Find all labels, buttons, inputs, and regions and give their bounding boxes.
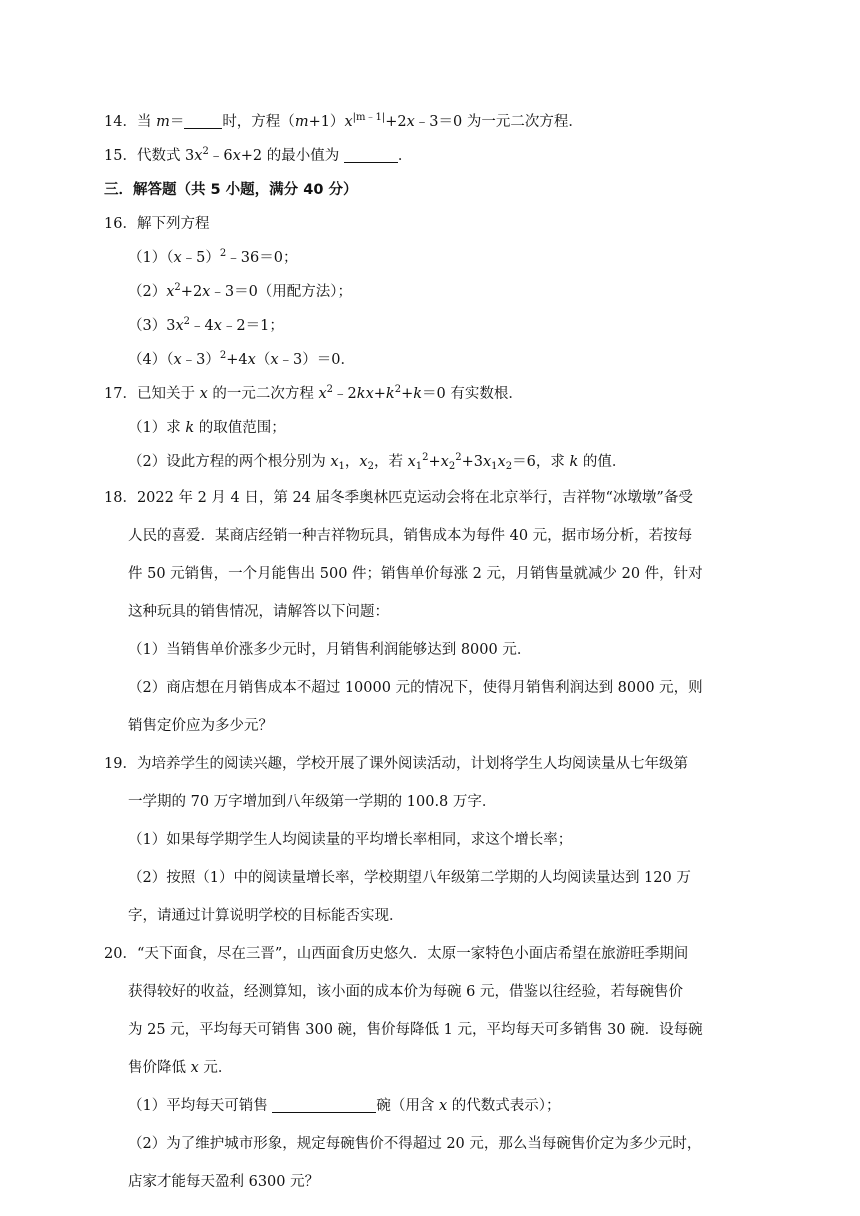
q18-line-4: 这种玩具的销售情况，请解答以下问题：	[128, 604, 389, 620]
text: ，若	[373, 454, 408, 470]
text: +4	[226, 352, 248, 368]
text: 为培养学生的阅读兴趣，学校开展了课外阅读活动，计划将学生人均阅读量从七年级第	[136, 756, 688, 772]
text: 的取值范围；	[194, 420, 286, 436]
var-x: x	[173, 352, 182, 368]
exponent: 2	[202, 146, 209, 157]
text: （1）求	[128, 420, 186, 436]
exponent: 2	[219, 248, 227, 259]
question-20	[104, 944, 688, 964]
exponent: 2	[219, 350, 227, 361]
q17-part-1	[128, 418, 286, 438]
text: 售价降低	[128, 1060, 191, 1076]
text: 时，方程（	[222, 114, 295, 130]
var-k: k	[385, 386, 395, 402]
var-x: x	[440, 454, 449, 470]
var-x: x	[482, 454, 492, 470]
var-x: x	[344, 114, 353, 130]
q19-part-2-cont: 字，请通过计算说明学校的目标能否实现．	[128, 908, 404, 924]
exponent: 2	[455, 452, 462, 463]
subscript: 1	[491, 461, 498, 472]
text: 2022 年 2 月 4 日，第 24 届冬季奥林匹克运动会将在北京举行，吉祥物“冰墩墩”备受	[136, 490, 693, 506]
q18-part-1: （1）当销售单价涨多少元时，月销售利润能够达到 8000 元．	[128, 642, 532, 658]
text: ﹣36＝0；	[226, 250, 298, 266]
question-18	[104, 488, 693, 508]
var-x: x	[318, 386, 327, 402]
q19-line-2: 一学期的 70 万字增加到八年级第一学期的 100.8 万字．	[128, 794, 497, 810]
exponent: 2	[422, 452, 429, 463]
question-number: 17．	[104, 386, 137, 402]
text: 的代数式表示）；	[447, 1098, 561, 1114]
q18-line-3: 件 50 元销售，一个月能售出 500 件；销售单价每涨 2 元，月销售量就减少 20 件，针对	[128, 566, 703, 582]
var-x: x	[407, 454, 416, 470]
text: +	[373, 386, 386, 402]
section-heading: 三．解答题（共 5 小题，满分 40 分）	[104, 182, 358, 198]
text: ﹣4	[190, 318, 214, 334]
text: 碗（用含	[376, 1098, 439, 1114]
text: ﹣2	[333, 386, 357, 402]
text: ．	[397, 148, 413, 164]
question-17	[104, 384, 523, 404]
q18-part-2: （2）商店想在月销售成本不超过 10000 元的情况下，使得月销售利润达到 8000 元，则	[128, 680, 703, 696]
exponent: 2	[174, 282, 181, 293]
var-x: x	[232, 148, 241, 164]
q20-line-3: 为 25 元，平均每天可销售 300 碗，售价每降低 1 元，平均每天可多销售 30 碗．设每碗	[128, 1022, 703, 1038]
var-x: x	[194, 148, 203, 164]
var-k: k	[569, 454, 579, 470]
subscript: 2	[448, 461, 456, 472]
text: ，	[344, 454, 360, 470]
var-x: x	[247, 352, 256, 368]
q16-part-4	[128, 350, 355, 370]
subscript: 2	[505, 461, 513, 472]
text: 已知关于	[136, 386, 200, 402]
subscript: 1	[415, 461, 423, 472]
var-k: k	[185, 420, 195, 436]
text: （2）设此方程的两个根分别为	[128, 454, 331, 470]
var-m: m	[156, 114, 170, 130]
var-k: k	[413, 386, 423, 402]
text: +3	[461, 454, 483, 470]
var-x: x	[359, 454, 368, 470]
var-k: k	[356, 386, 366, 402]
text: （2）	[128, 284, 167, 300]
var-x: x	[497, 454, 506, 470]
text: ＝	[169, 114, 185, 130]
exponent: 2	[326, 384, 334, 395]
q16-part-2	[128, 282, 352, 302]
q20-line-4	[128, 1058, 232, 1078]
exponent: |m﹣1|	[352, 112, 386, 123]
text: （	[255, 352, 271, 368]
question-19	[104, 754, 688, 774]
q20-part-1	[128, 1096, 561, 1116]
q19-part-1: （1）如果每学期学生人均阅读量的平均增长率相同，求这个增长率；	[128, 832, 573, 848]
question-14	[104, 112, 583, 132]
question-number: 18．	[104, 490, 137, 506]
text: ＝6，求	[512, 454, 570, 470]
subscript: 2	[367, 461, 374, 472]
var-m: m	[294, 114, 309, 130]
exponent: 2	[394, 384, 402, 395]
var-x: x	[213, 318, 222, 334]
var-x: x	[270, 352, 279, 368]
answer-blank[interactable]	[344, 147, 398, 163]
text: （1）平均每天可销售	[128, 1098, 273, 1114]
q18-line-2: 人民的喜爱．某商店经销一种吉祥物玩具，销售成本为每件 40 元，据市场分析，若按每	[128, 528, 693, 544]
text: ＝0 有实数根．	[422, 386, 523, 402]
text: （4）（	[128, 352, 174, 368]
q20-part-2: （2）为了维护城市形象，规定每碗售价不得超过 20 元，那么当每碗售价定为多少元时，	[128, 1136, 702, 1152]
text: +2	[385, 114, 407, 130]
question-number: 16．	[104, 216, 137, 232]
exponent: 2	[183, 316, 191, 327]
var-x: x	[406, 114, 415, 130]
var-x: x	[166, 284, 175, 300]
answer-blank[interactable]	[272, 1097, 376, 1113]
q17-part-2	[128, 452, 626, 472]
question-16	[104, 214, 209, 234]
text: 的一元二次方程	[207, 386, 319, 402]
var-x: x	[365, 386, 374, 402]
var-x: x	[438, 1098, 448, 1114]
question-number: 20．	[104, 946, 137, 962]
var-x: x	[199, 386, 208, 402]
subscript: 1	[338, 461, 345, 472]
text: “天下面食，尽在三晋”，山西面食历史悠久．太原一家特色小面店希望在旅游旺季期间	[136, 946, 689, 962]
text: +1）	[308, 114, 345, 130]
text: +	[428, 454, 441, 470]
var-x: x	[190, 1060, 199, 1076]
q16-part-3	[128, 316, 284, 336]
q20-line-2: 获得较好的收益，经测算知，该小面的成本价为每碗 6 元，借鉴以往经验，若每碗售价	[128, 984, 683, 1000]
text: 当	[136, 114, 157, 130]
var-x: x	[175, 318, 184, 334]
text: ﹣3）＝0．	[278, 352, 355, 368]
text: ﹣3＝0 为一元二次方程．	[414, 114, 583, 130]
text: ﹣3）	[181, 352, 220, 368]
question-number: 14．	[104, 114, 137, 130]
question-number: 19．	[104, 756, 137, 772]
text: 代数式 3	[136, 148, 195, 164]
q16-part-1	[128, 248, 297, 268]
q18-part-2-cont: 销售定价应为多少元？	[128, 718, 273, 734]
var-x: x	[173, 250, 182, 266]
q19-part-2: （2）按照（1）中的阅读量增长率，学校期望八年级第二学期的人均阅读量达到 120 万	[128, 870, 691, 886]
text: ﹣3＝0（用配方法）；	[210, 284, 353, 300]
text: 解下列方程	[136, 216, 210, 232]
q20-part-2-cont: 店家才能每天盈利 6300 元？	[128, 1174, 320, 1190]
answer-blank[interactable]	[184, 113, 222, 129]
question-15	[104, 146, 412, 166]
text: ﹣2＝1；	[221, 318, 284, 334]
text: +	[401, 386, 414, 402]
text: （1）（	[128, 250, 174, 266]
var-x: x	[330, 454, 339, 470]
question-number: 15．	[104, 148, 137, 164]
text: +2	[180, 284, 203, 300]
text: ﹣6	[208, 148, 233, 164]
text: 元．	[198, 1060, 233, 1076]
text: （3）3	[128, 318, 176, 334]
text: 的值．	[578, 454, 627, 470]
text: ﹣5）	[181, 250, 220, 266]
text: +2 的最小值为	[240, 148, 344, 164]
var-x: x	[202, 284, 211, 300]
